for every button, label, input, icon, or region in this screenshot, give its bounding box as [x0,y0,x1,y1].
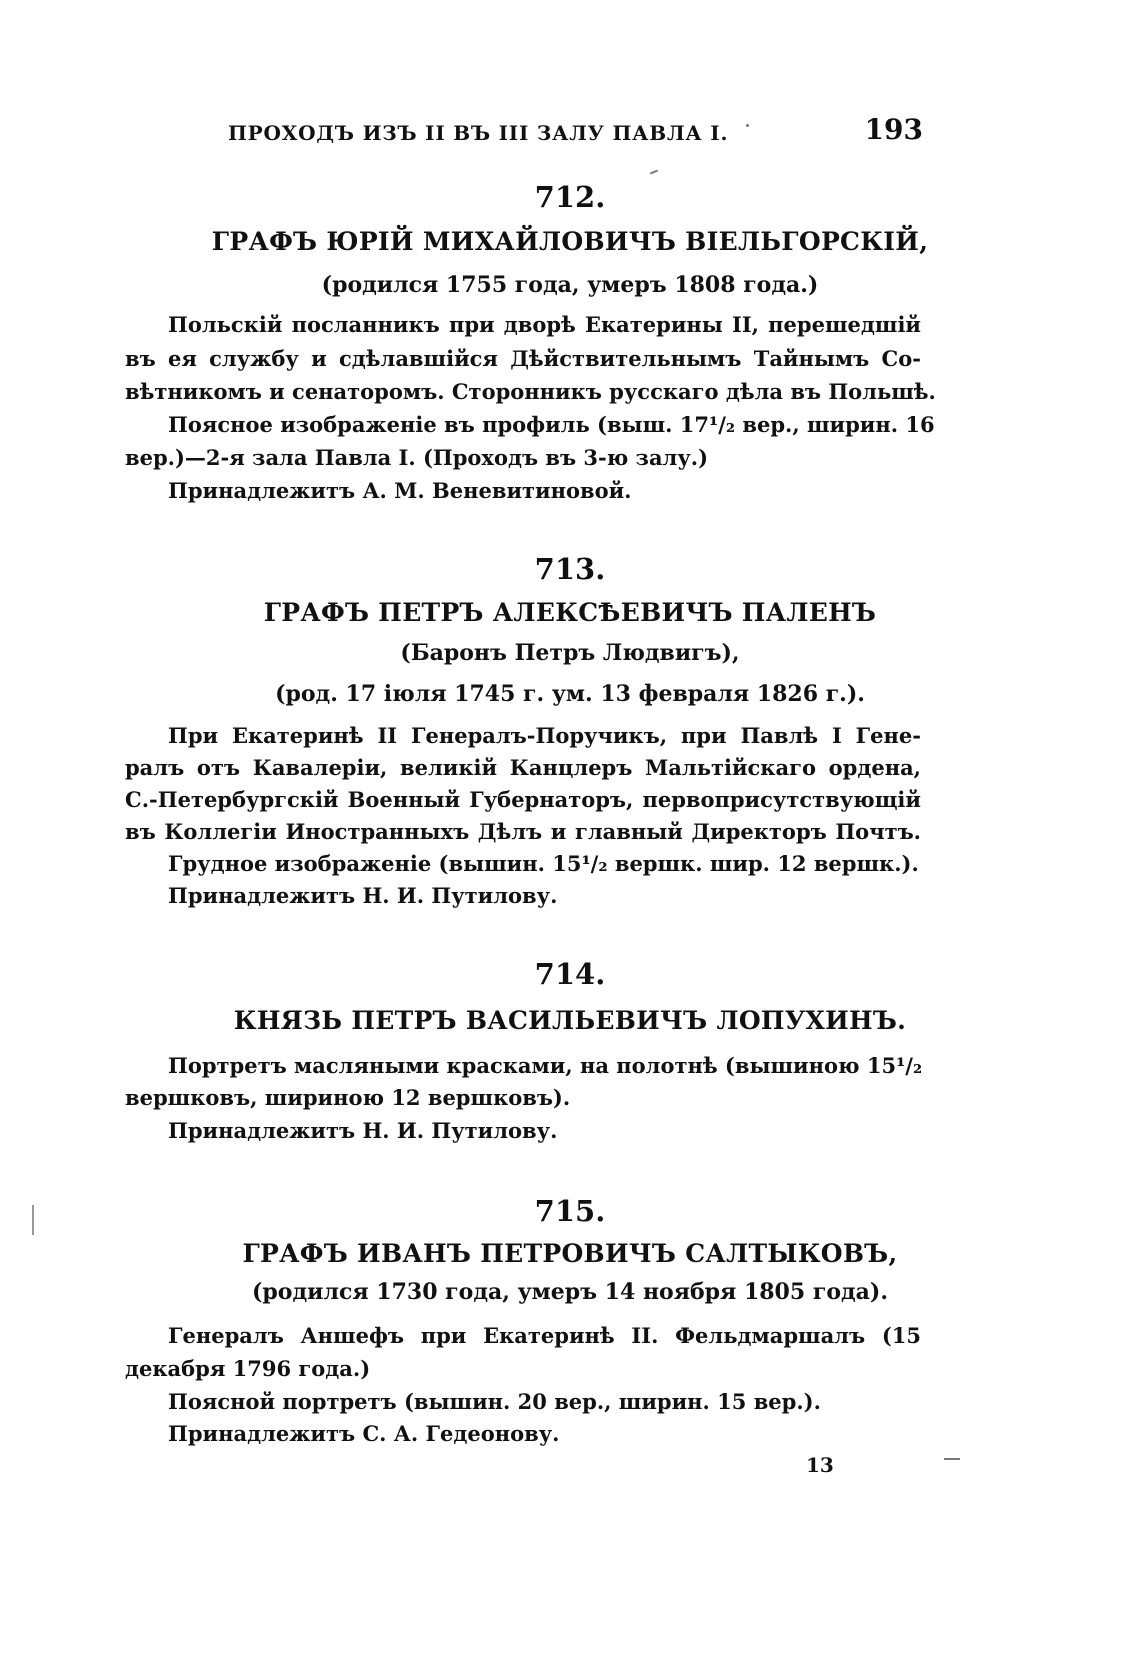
entry-715-line-1: Генералъ Аншефъ при Екатеринѣ II. Фельдмаршалъ (15 [168,1323,921,1348]
entry-712-line-2: въ ея службу и сдѣлавшійся Дѣйствительнымъ Тайнымъ Со- [125,346,921,371]
entry-712-line-4: Поясное изображеніе въ профиль (выш. 17¹/₂ вер., ширин. 16 [168,412,935,437]
entry-712-line-1: Польскій посланникъ при дворѣ Екатерины II, перешедшій [168,312,921,337]
entry-713-line-6: Принадлежитъ Н. И. Путилову. [168,883,558,908]
entry-713-line-3: С.-Петербургскій Военный Губернаторъ, первоприсутствующій [125,787,921,812]
entry-subtitle-713-dates: (род. 17 іюля 1745 г. ум. 13 февраля 1826 г.). [275,681,865,707]
entry-number-715: 715. [534,1194,606,1228]
entry-713-line-2: ралъ отъ Кавалеріи, великій Канцлеръ Мальтійскаго ордена, [125,755,921,780]
entry-number-713: 713. [534,552,606,586]
entry-714-line-2: вершковъ, шириною 12 вершковъ). [125,1085,571,1110]
entry-713-line-1: При Екатеринѣ II Генералъ-Поручикъ, при Павлѣ I Гене- [168,723,921,748]
entry-title-714: КНЯЗЬ ПЕТРЪ ВАСИЛЬЕВИЧЪ ЛОПУХИНЪ. [233,1006,907,1035]
scan-mark-left [32,1205,34,1235]
entry-714-line-3: Принадлежитъ Н. И. Путилову. [168,1118,558,1143]
entry-715-line-3: Поясной портретъ (вышин. 20 вер., ширин. 15 вер.). [168,1389,821,1414]
entry-712-line-5: вер.)—2-я зала Павла I. (Проходъ въ 3-ю залу.) [125,445,709,470]
entry-713-line-5: Грудное изображеніе (вышин. 15¹/₂ вершк. шир. 12 вершк.). [168,851,919,876]
scan-dash-right [944,1458,960,1460]
entry-712-line-3: вѣтникомъ и сенаторомъ. Сторонникъ русскаго дѣла въ Польшѣ. [125,379,936,404]
running-head [228,113,923,153]
entry-715-line-2: декабря 1796 года.) [125,1356,371,1381]
scan-dot-header [746,124,749,127]
entry-713-line-4: въ Коллегіи Иностранныхъ Дѣлъ и главный Директоръ Почтъ. [125,819,921,844]
entry-subtitle-713: (Баронъ Петръ Людвигъ), [400,640,740,666]
entry-title-712: ГРАФЪ ЮРІЙ МИХАЙЛОВИЧЪ ВІЕЛЬГОРСКІЙ, [211,227,929,256]
entry-number-712: 712. [534,180,606,214]
entry-714-line-1: Портретъ масляными красками, на полотнѣ (вышиною 15¹/₂ [168,1053,923,1078]
scan-tick-top [650,170,658,175]
entry-title-713: ГРАФЪ ПЕТРЪ АЛЕКСѢЕВИЧЪ ПАЛЕНЪ [263,598,877,627]
signature-mark: 13 [806,1453,834,1477]
entry-title-715: ГРАФЪ ИВАНЪ ПЕТРОВИЧЪ САЛТЫКОВЪ, [242,1239,898,1268]
running-title: ПРОХОДЪ ИЗЪ II ВЪ III ЗАЛУ ПАВЛА I. [228,121,729,145]
entry-number-714: 714. [534,957,606,991]
page-number: 193 [864,113,923,146]
entry-712-line-6: Принадлежитъ А. М. Веневитиновой. [168,478,632,503]
entry-715-line-4: Принадлежитъ С. А. Гедеонову. [168,1421,560,1446]
entry-subtitle-712: (родился 1755 года, умеръ 1808 года.) [321,272,819,298]
entry-subtitle-715: (родился 1730 года, умеръ 14 ноября 1805 года). [252,1279,888,1305]
